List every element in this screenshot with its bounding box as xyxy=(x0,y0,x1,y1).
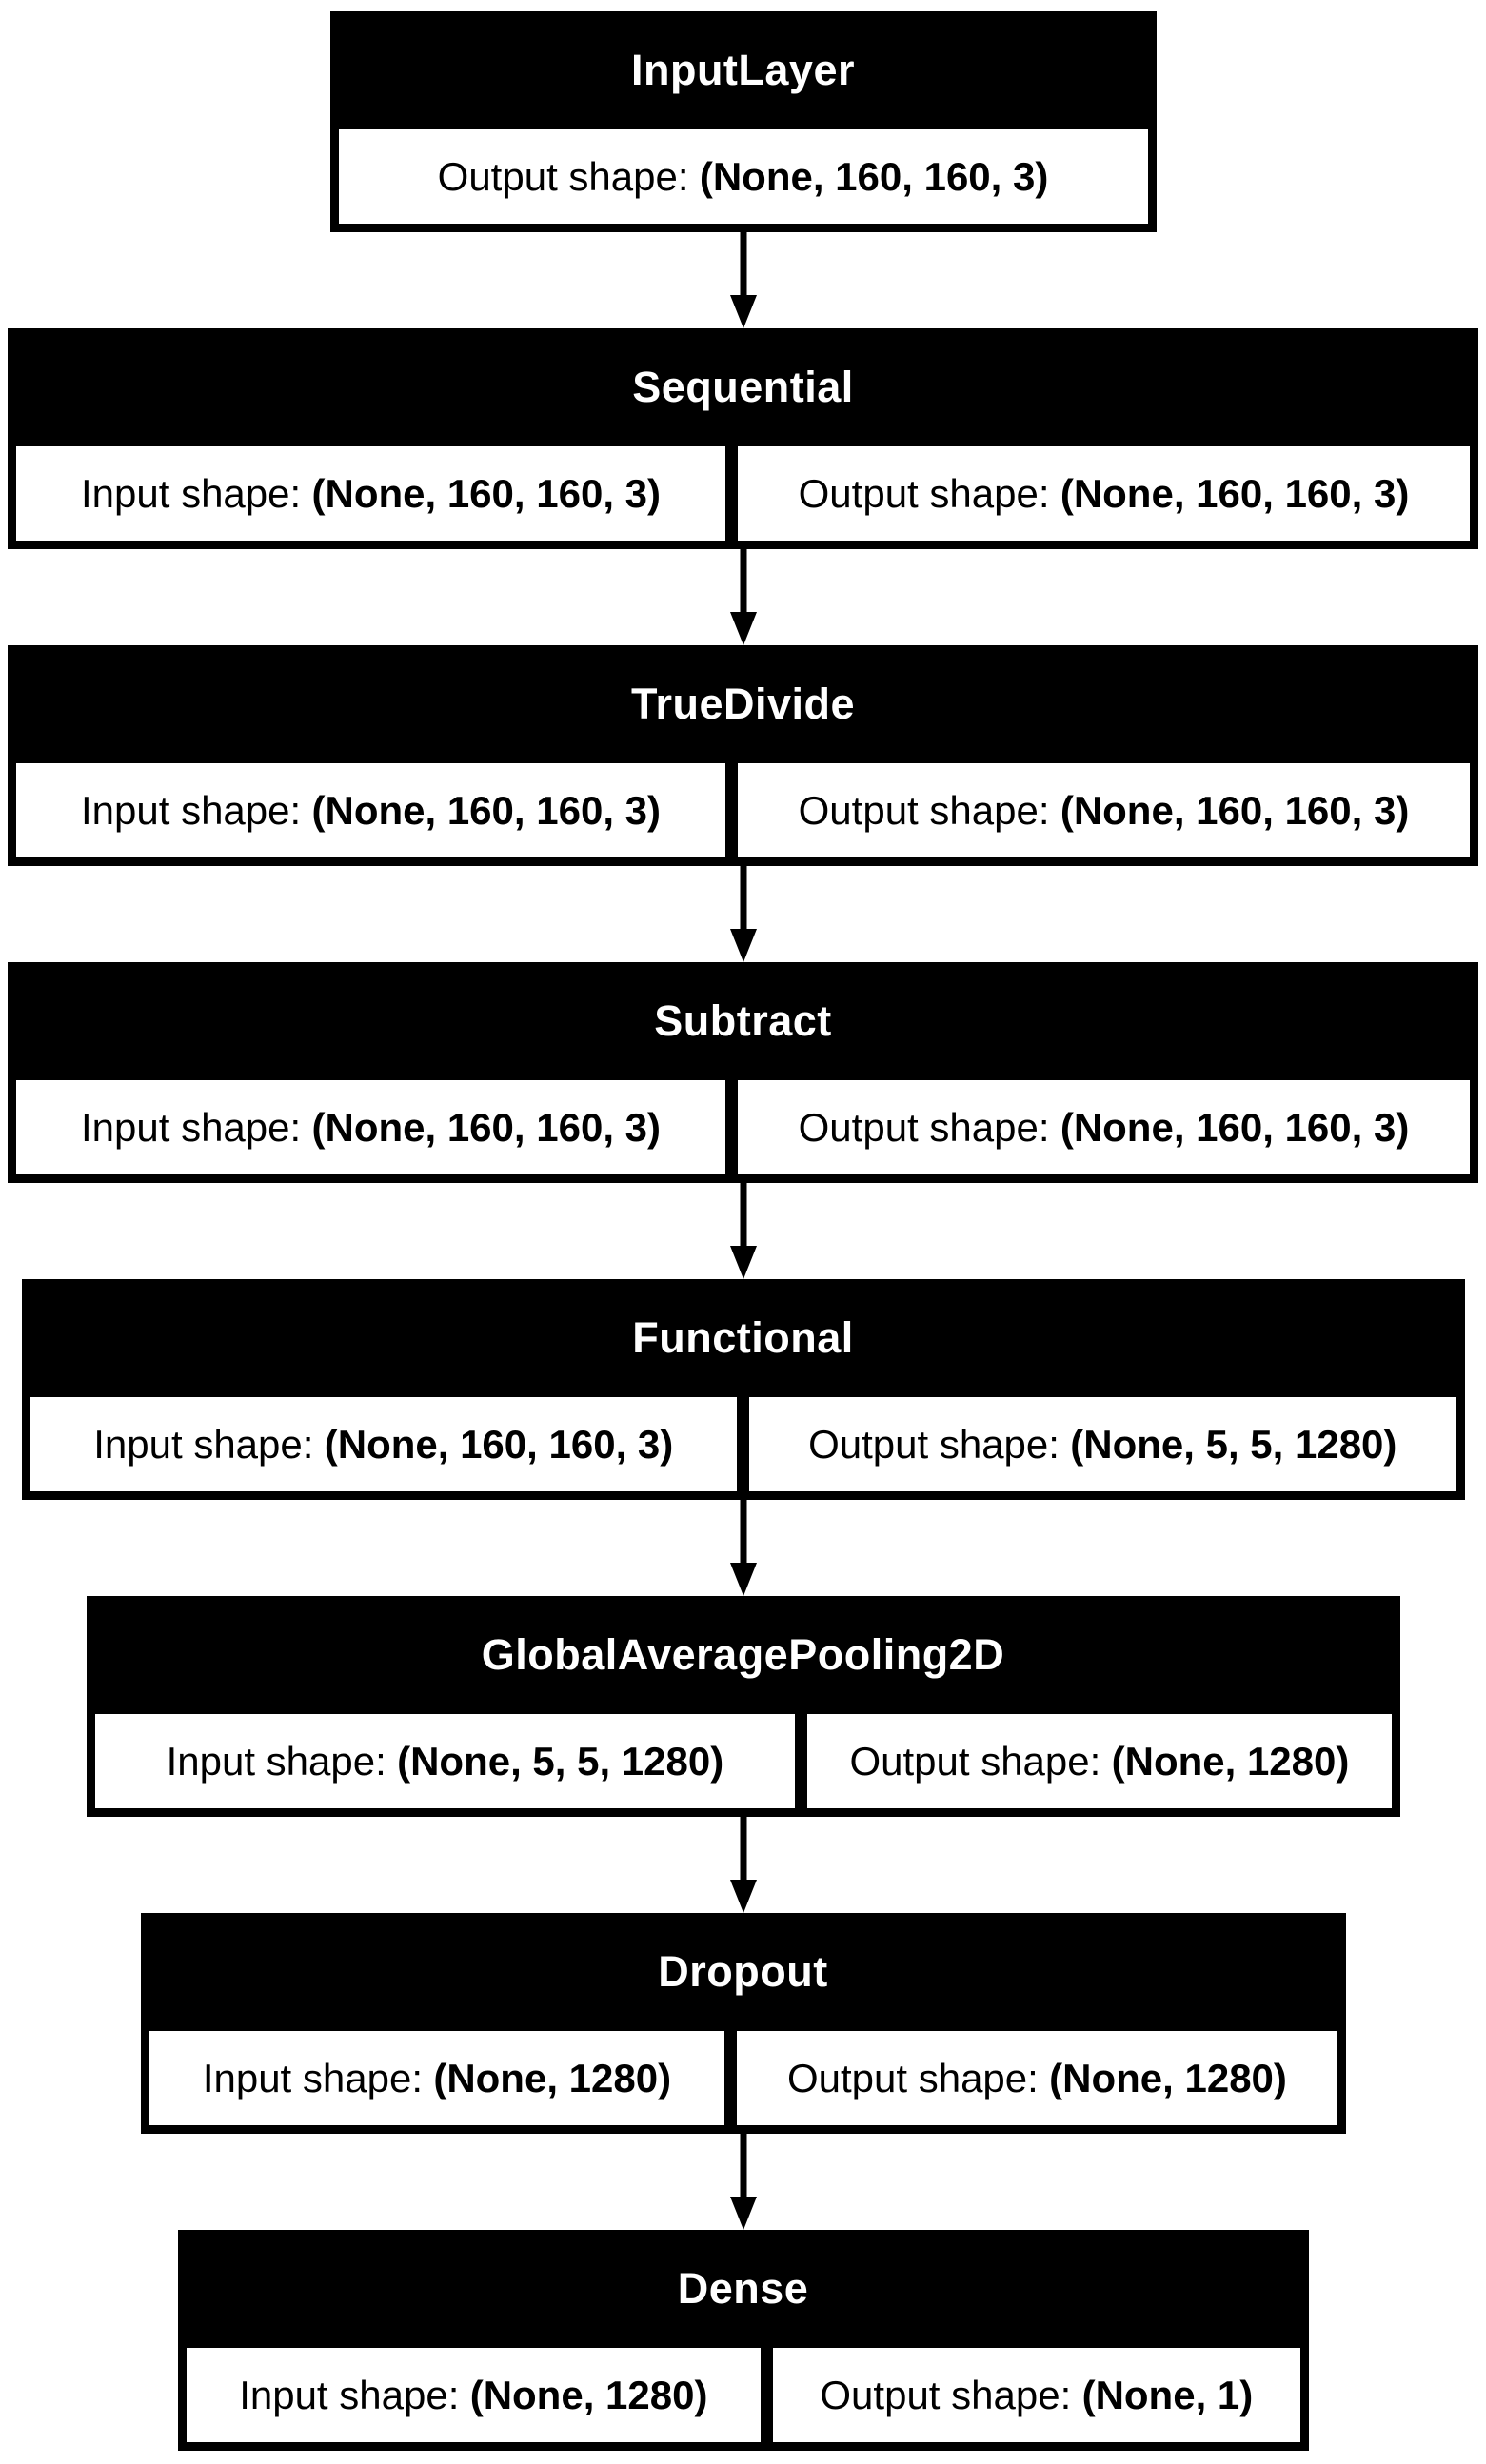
shape-value: (None, 1280) xyxy=(1111,1738,1350,1784)
shape-value: (None, 1280) xyxy=(469,2372,708,2417)
layer-name: InputLayer xyxy=(630,46,856,94)
layer-name: Dropout xyxy=(658,1947,828,1996)
shape-cell-output xyxy=(807,1714,1391,1808)
shape-value: (None, 5, 5, 1280) xyxy=(397,1738,724,1784)
shape-cell-output xyxy=(738,1080,1470,1174)
shape-label: Output shape: xyxy=(798,470,1050,516)
layer-shapes-row xyxy=(141,2031,1346,2134)
layer-box-dropout xyxy=(141,1913,1346,2134)
shape-cell-output xyxy=(737,2031,1337,2125)
arrow-down-icon xyxy=(724,2134,763,2230)
shape-cell-output xyxy=(339,129,1148,224)
layer-name: Subtract xyxy=(654,996,832,1045)
shape-cell-input xyxy=(149,2031,725,2125)
layer-shapes-row xyxy=(8,446,1478,549)
layer-name: GlobalAveragePooling2D xyxy=(481,1630,1005,1679)
shape-cell-input xyxy=(16,1080,725,1174)
layer-name: TrueDivide xyxy=(630,680,856,728)
shape-value: (None, 160, 160, 3) xyxy=(1060,470,1410,516)
shape-value: (None, 160, 160, 3) xyxy=(699,153,1049,199)
shape-value: (None, 160, 160, 3) xyxy=(1060,787,1410,833)
layer-name: Functional xyxy=(632,1313,854,1362)
layer-shapes-row xyxy=(330,129,1157,232)
arrow-down-icon xyxy=(724,549,763,645)
shape-label: Output shape: xyxy=(437,153,689,199)
arrow-down-icon xyxy=(724,1817,763,1913)
layer-name: Sequential xyxy=(632,363,854,411)
shape-value: (None, 160, 160, 3) xyxy=(1060,1104,1410,1150)
shape-value: (None, 1280) xyxy=(1049,2055,1287,2100)
shape-cell-input xyxy=(95,1714,796,1808)
shape-label: Input shape: xyxy=(239,2372,460,2417)
layer-name: Dense xyxy=(677,2264,809,2313)
shape-label: Output shape: xyxy=(798,1104,1050,1150)
layer-shapes-row xyxy=(8,1080,1478,1183)
shape-label: Output shape: xyxy=(808,1421,1060,1467)
shape-cell-input xyxy=(16,763,725,857)
shape-label: Input shape: xyxy=(93,1421,314,1467)
shape-label: Output shape: xyxy=(820,2372,1072,2417)
shape-value: (None, 1) xyxy=(1081,2372,1254,2417)
shape-value: (None, 5, 5, 1280) xyxy=(1070,1421,1397,1467)
shape-value: (None, 160, 160, 3) xyxy=(311,787,661,833)
shape-label: Input shape: xyxy=(80,1104,302,1150)
layer-box-dense xyxy=(178,2230,1309,2451)
shape-cell-input xyxy=(16,446,725,541)
shape-label: Input shape: xyxy=(80,470,302,516)
shape-cell-input xyxy=(30,1397,738,1491)
shape-cell-output xyxy=(738,446,1470,541)
shape-label: Input shape: xyxy=(166,1738,386,1784)
arrow-down-icon xyxy=(724,232,763,328)
shape-label: Output shape: xyxy=(798,787,1050,833)
layer-box-sequential xyxy=(8,328,1478,549)
shape-value: (None, 160, 160, 3) xyxy=(311,470,661,516)
shape-label: Input shape: xyxy=(202,2055,423,2100)
shape-value: (None, 160, 160, 3) xyxy=(311,1104,661,1150)
shape-label: Output shape: xyxy=(849,1738,1101,1784)
layer-box-functional xyxy=(22,1279,1465,1500)
shape-label: Input shape: xyxy=(80,787,302,833)
shape-label: Output shape: xyxy=(786,2055,1039,2100)
shape-cell-output xyxy=(738,763,1470,857)
arrow-down-icon xyxy=(724,866,763,962)
shape-value: (None, 160, 160, 3) xyxy=(324,1421,674,1467)
layer-shapes-row xyxy=(22,1397,1465,1500)
shape-value: (None, 1280) xyxy=(433,2055,672,2100)
arrow-down-icon xyxy=(724,1500,763,1596)
layer-shapes-row xyxy=(87,1714,1400,1817)
shape-cell-input xyxy=(187,2348,762,2442)
arrow-down-icon xyxy=(724,1183,763,1279)
layer-shapes-row xyxy=(8,763,1478,866)
layer-box-globalaveragepooling2d xyxy=(87,1596,1400,1817)
layer-box-truedivide xyxy=(8,645,1478,866)
layer-box-subtract xyxy=(8,962,1478,1183)
layer-box-inputlayer xyxy=(330,11,1157,232)
layer-shapes-row xyxy=(178,2348,1309,2451)
shape-cell-output xyxy=(773,2348,1299,2442)
shape-cell-output xyxy=(749,1397,1456,1491)
